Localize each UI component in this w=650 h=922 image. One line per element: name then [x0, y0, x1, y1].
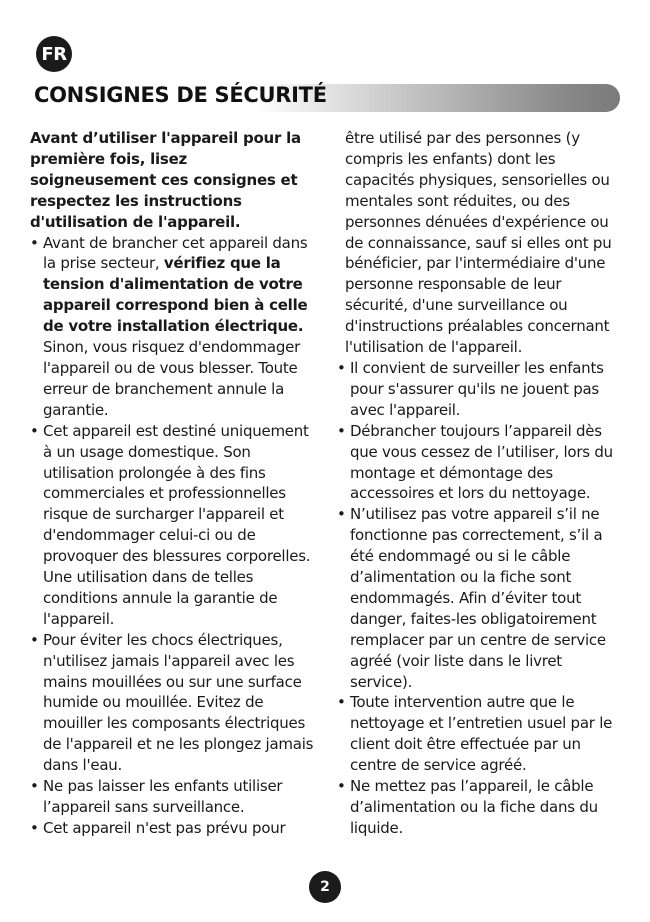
item-text: Débrancher toujours l’appareil dès que vous cessez de l’utiliser, lors du montage et démontage des accessoires et lors du nettoyage.: [350, 421, 613, 503]
bullet: •: [337, 421, 346, 440]
list-item: [30, 421, 316, 630]
list-item: [337, 692, 627, 776]
item-text: Ne pas laisser les enfants utiliser l’appareil sans surveillance.: [43, 777, 283, 816]
list-item: [30, 818, 316, 839]
bullet: •: [337, 777, 346, 796]
bullet: •: [30, 818, 39, 837]
list-item: [337, 358, 627, 421]
language-badge: FR: [36, 36, 72, 72]
bullet: •: [30, 421, 39, 440]
list-item: [30, 630, 316, 776]
list-item: [337, 421, 627, 505]
item-text: Pour éviter les chocs électriques, n'utilisez jamais l'appareil avec les mains mouillées ou sur une surface humide ou mouillée. Evitez de mouiller les composants électriques de l'appareil et ne les plongez jamais dans l'eau.: [43, 630, 314, 775]
item-text: Cet appareil est destiné uniquement à un usage domestique. Son utilisation prolongée à des fins commerciales et professionnelles risque de surcharger l'appareil et d'endommager celui-ci ou de provoquer des blessures corporelles. Une utilisation dans de telles conditions annule la garantie de l'appareil.: [43, 421, 311, 628]
bullet: •: [30, 630, 39, 649]
intro-paragraph: Avant d’utiliser l'appareil pour la première fois, lisez soigneusement ces consignes et respectez les instructions d'utilisation de l'appareil.: [30, 129, 301, 231]
item-text-continued: Sinon, vous risquez d'endommager l'appareil ou de vous blesser. Toute erreur de branchement annule la garantie.: [43, 338, 301, 419]
item-text: Ne mettez pas l’appareil, le câble d’alimentation ou la fiche dans du liquide.: [350, 777, 598, 837]
left-column: [30, 128, 316, 839]
right-column: [337, 128, 627, 839]
page-number: 2: [309, 871, 341, 903]
item-text: Toute intervention autre que le nettoyage et l’entretien usuel par le client doit être effectuée par un centre de service agréé.: [350, 693, 613, 775]
list-item: [337, 776, 627, 839]
item-emphasis: vérifiez que la tension d'alimentation de votre appareil correspond bien à celle de votre installation électrique.: [43, 254, 308, 336]
item-text: Cet appareil n'est pas prévu pour: [43, 818, 286, 837]
bullet: •: [337, 505, 346, 524]
item-text: N’utilisez pas votre appareil s’il ne fonctionne pas correctement, s’il a été endommagé ou si le câble d’alimentation ou la fiche sont endommagés. Afin d’éviter tout danger, faites-les obligatoirement remplacer par un centre de service agréé (voir liste dans le livret service).: [350, 505, 606, 691]
list-item: [337, 504, 627, 692]
bullet: •: [30, 233, 39, 252]
page-title: CONSIGNES DE SÉCURITÉ: [34, 83, 327, 107]
bullet: •: [30, 777, 39, 796]
list-item: [30, 233, 316, 421]
bullet: •: [337, 693, 346, 712]
list-item: [30, 776, 316, 818]
item-text: Il convient de surveiller les enfants pour s'assurer qu'ils ne jouent pas avec l'appareil.: [350, 358, 604, 419]
continued-paragraph: être utilisé par des personnes (y compris les enfants) dont les capacités physiques, sensorielles ou mentales sont réduites, ou des personnes dénuées d'expérience ou de connaissance, sauf si elles ont pu bénéficier, par l'intermédiaire d'une personne responsable de leur sécurité, d'une surveillance ou d'instructions préalables concernant l'utilisation de l'appareil.: [345, 129, 612, 357]
item-text: Avant de brancher cet appareil dans la prise secteur,: [43, 233, 308, 273]
bullet: •: [337, 358, 346, 377]
